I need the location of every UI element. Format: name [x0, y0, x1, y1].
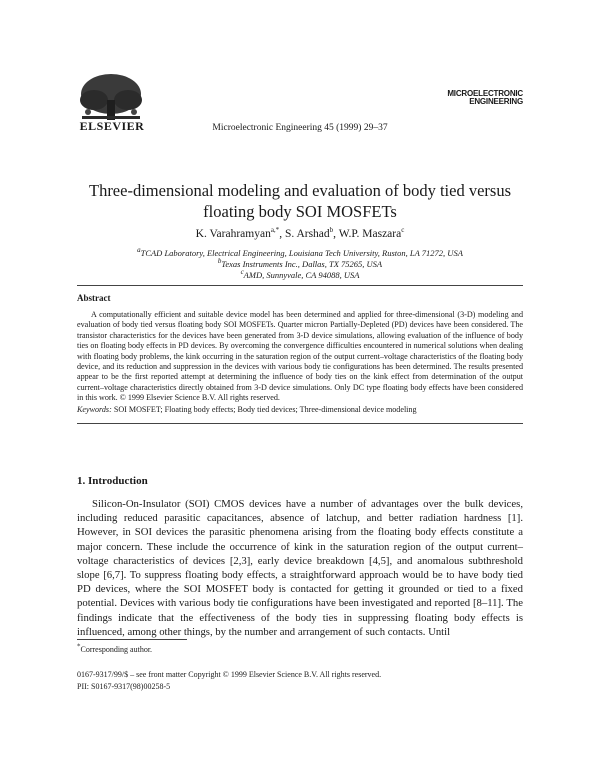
footnote-rule [77, 639, 187, 640]
keywords-label: Keywords: [77, 405, 112, 414]
brand-line-2: ENGINEERING [469, 97, 523, 106]
author-name: K. Varahramyan [195, 228, 271, 240]
affiliation-b [0, 259, 600, 269]
abstract-heading: Abstract [77, 293, 111, 303]
keywords-line [77, 405, 417, 414]
affiliation-text: Texas Instruments Inc., Dallas, TX 75265, USA [221, 259, 383, 269]
author-affiliation-sup: c [401, 226, 405, 235]
author-separator: , [333, 228, 339, 240]
section-heading-introduction: 1. Introduction [77, 475, 148, 487]
divider-abstract [77, 423, 523, 424]
affiliation-sup: b [217, 257, 222, 266]
keywords-text: SOI MOSFET; Floating body effects; Body tied devices; Three-dimensional device modeling [113, 405, 417, 414]
abstract-body: A computationally efficient and suitable device model has been determined and applied for three-dimensional (3-D) modeling and evaluation of body tied versus floating body SOI MOSFETs. Quarter micron Partially-Depleted (PD) devices have been considered. The transistor characteristics for the devices have been generated from 3-D device simulations, allowing evaluation of the influence of body ties on floating body effects in PD devices. By overcoming the convergence difficulties encountered in numerical solutions when dealing with floating body problems, the kink occurring in the saturation region of the output current–voltage characteristics of the floating body device, and its reduction and suppression in the devices with various body tie configurations has been determined. The results presented appear to be the first reported attempt at determining the influence of body ties on the kink effect from determination of the output current–voltage characteristics directly obtained from 3-D device simulations. Only DC type floating body effects have been considered in this work. © 1999 Elsevier Science B.V. All rights reserved. [77, 310, 523, 403]
publisher-name: ELSEVIER [79, 119, 145, 133]
imprint-line-1: 0167-9317/99/$ – see front matter Copyright © 1999 Elsevier Science B.V. All rights reserved. [77, 670, 382, 679]
affiliation-a [0, 248, 600, 258]
paper-title: Three-dimensional modeling and evaluation of body tied versus floating body SOI MOSFETs [88, 181, 511, 221]
affiliation-c [0, 270, 600, 280]
footnote-text: Corresponding author. [80, 645, 153, 654]
author-affiliation-sup: b [329, 226, 334, 235]
journal-brand-logo [447, 90, 523, 106]
journal-reference: Microelectronic Engineering 45 (1999) 29–37 [212, 123, 388, 133]
author-affiliation-sup: a,* [270, 226, 280, 235]
affiliation-text: AMD, Sunnyvale, CA 94088, USA [243, 270, 360, 280]
introduction-body: Silicon-On-Insulator (SOI) CMOS devices have a number of advantages over the bulk devices, including reduced parasitic capacitances, absence of latchup, and better radiation hardness [1]. However, in SOI devices the parasitic phenomena arising from the floating body effects constitute a major concern. These include the occurrence of kink in the saturation region of the output current–voltage characteristics of devices [2,3], early device breakdown [4,5], and anomalous subthreshold slope [6,7]. To suppress floating body effects, a straightforward approach would be to have body tied PD devices, where the SOI MOSFET body is contacted for getting it grounded or tied to a fixed potential. Devices with various body tie configurations have been investigated and reported [8–11]. The findings indicate that the effectiveness of the body ties in suppressing floating body effects is influenced, among other things, by the number and arrangement of such contacts. Until [77, 498, 523, 638]
brand-line-1: MICROELECTRONIC [447, 89, 523, 98]
author-name: W.P. Maszara [338, 228, 402, 240]
footnote [77, 642, 153, 654]
imprint-line-2: PII: S0167-9317(98)00258-5 [77, 682, 171, 691]
author-list [0, 228, 600, 240]
divider-top [77, 285, 523, 286]
affiliation-sup: a [137, 246, 141, 255]
affiliation-sup: c [240, 268, 244, 277]
author-separator: , [279, 228, 285, 240]
affiliation-text: TCAD Laboratory, Electrical Engineering, Louisiana Tech University, Ruston, LA 71272, USA [140, 248, 463, 258]
footnote-sup: * [77, 642, 81, 651]
author-name: S. Arshad [284, 228, 330, 240]
